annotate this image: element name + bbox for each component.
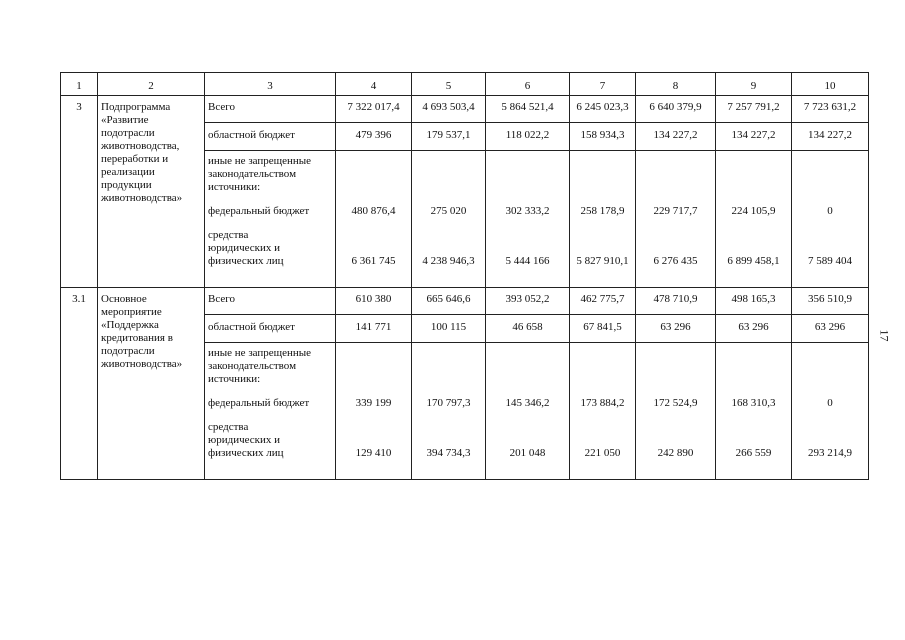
private-value: 6 899 458,1 xyxy=(727,255,780,267)
spacer xyxy=(489,347,566,397)
spacer xyxy=(489,155,566,205)
private-value: 6 361 745 xyxy=(351,255,396,267)
header-cell: 5 xyxy=(412,73,486,96)
federal-label: федеральный бюджет xyxy=(208,397,310,409)
private-value: 7 589 404 xyxy=(808,255,852,267)
budget-table xyxy=(60,72,869,480)
value-cell xyxy=(636,343,716,480)
spacer xyxy=(573,155,632,205)
header-cell: 4 xyxy=(336,73,412,96)
value-cell: 498 165,3 xyxy=(716,288,792,315)
other-sources-label: иные не запрещенные законодательством источники: xyxy=(208,347,312,385)
value-cell: 393 052,2 xyxy=(486,288,570,315)
value-cell xyxy=(412,343,486,480)
value-cell: 6 640 379,9 xyxy=(636,96,716,123)
value-cell: 665 646,6 xyxy=(412,288,486,315)
value-cell: 7 322 017,4 xyxy=(336,96,412,123)
spacer xyxy=(719,155,788,205)
federal-value: 0 xyxy=(827,205,833,217)
value-cell: 63 296 xyxy=(792,315,869,343)
section-title: Основное мероприятие «Поддержка кредитования в подотрасли животноводства» xyxy=(98,288,205,480)
federal-value: 275 020 xyxy=(430,205,467,217)
value-cell xyxy=(716,151,792,288)
spacer xyxy=(795,155,865,205)
value-cell: 179 537,1 xyxy=(412,123,486,151)
federal-label: федеральный бюджет xyxy=(208,205,310,217)
other-sources-label: иные не запрещенные законодательством источники: xyxy=(208,155,312,193)
spacer xyxy=(573,347,632,397)
value-cell: 134 227,2 xyxy=(636,123,716,151)
value-cell xyxy=(486,343,570,480)
page-number: 17 xyxy=(877,329,892,342)
federal-value: 172 524,9 xyxy=(653,397,698,409)
spacer xyxy=(719,347,788,397)
federal-value: 229 717,7 xyxy=(653,205,698,217)
private-value: 221 050 xyxy=(584,447,621,459)
multi-label-cell xyxy=(205,151,336,288)
private-value: 5 444 166 xyxy=(505,255,550,267)
header-cell: 9 xyxy=(716,73,792,96)
multi-label-cell xyxy=(205,343,336,480)
value-cell xyxy=(336,343,412,480)
header-cell: 7 xyxy=(570,73,636,96)
header-cell: 8 xyxy=(636,73,716,96)
spacer xyxy=(795,347,865,397)
spacer xyxy=(415,347,482,397)
private-value: 293 214,9 xyxy=(808,447,852,459)
private-value: 4 238 946,3 xyxy=(422,255,475,267)
private-value: 6 276 435 xyxy=(653,255,698,267)
value-cell xyxy=(412,151,486,288)
federal-value: 170 797,3 xyxy=(426,397,471,409)
federal-value: 173 884,2 xyxy=(580,397,625,409)
value-cell: 141 771 xyxy=(336,315,412,343)
federal-value: 168 310,3 xyxy=(731,397,776,409)
value-cell xyxy=(792,151,869,288)
row-label: Всего xyxy=(205,288,336,315)
section-code: 3.1 xyxy=(61,288,98,480)
value-cell: 7 257 791,2 xyxy=(716,96,792,123)
value-cell xyxy=(716,343,792,480)
value-cell: 46 658 xyxy=(486,315,570,343)
value-cell: 478 710,9 xyxy=(636,288,716,315)
private-label: средства юридических и физических лиц xyxy=(208,421,284,459)
spacer xyxy=(639,155,712,205)
value-cell xyxy=(336,151,412,288)
value-cell: 6 245 023,3 xyxy=(570,96,636,123)
header-cell: 1 xyxy=(61,73,98,96)
value-cell: 134 227,2 xyxy=(792,123,869,151)
federal-value: 302 333,2 xyxy=(505,205,550,217)
value-cell: 63 296 xyxy=(716,315,792,343)
spacer xyxy=(339,155,408,205)
table-row xyxy=(61,96,869,123)
federal-value: 224 105,9 xyxy=(731,205,776,217)
value-cell xyxy=(570,151,636,288)
private-label: средства юридических и физических лиц xyxy=(208,229,284,267)
value-cell: 462 775,7 xyxy=(570,288,636,315)
value-cell: 67 841,5 xyxy=(570,315,636,343)
value-cell: 5 864 521,4 xyxy=(486,96,570,123)
private-value: 266 559 xyxy=(735,447,772,459)
private-value: 129 410 xyxy=(355,447,392,459)
value-cell: 100 115 xyxy=(412,315,486,343)
private-value: 394 734,3 xyxy=(426,447,471,459)
table-row xyxy=(61,288,869,315)
private-value: 242 890 xyxy=(657,447,694,459)
value-cell: 134 227,2 xyxy=(716,123,792,151)
header-cell: 2 xyxy=(98,73,205,96)
value-cell: 158 934,3 xyxy=(570,123,636,151)
private-value: 5 827 910,1 xyxy=(576,255,629,267)
section-title: Подпрограмма «Развитие подотрасли животноводства, переработки и реализации продукции животноводства» xyxy=(98,96,205,288)
row-label: областной бюджет xyxy=(205,315,336,343)
header-cell: 10 xyxy=(792,73,869,96)
value-cell: 118 022,2 xyxy=(486,123,570,151)
section-code: 3 xyxy=(61,96,98,288)
federal-value: 145 346,2 xyxy=(505,397,550,409)
value-cell xyxy=(792,343,869,480)
federal-value: 339 199 xyxy=(355,397,392,409)
value-cell: 610 380 xyxy=(336,288,412,315)
federal-value: 0 xyxy=(827,397,833,409)
value-cell xyxy=(570,343,636,480)
value-cell xyxy=(636,151,716,288)
value-cell xyxy=(486,151,570,288)
row-label: областной бюджет xyxy=(205,123,336,151)
value-cell: 4 693 503,4 xyxy=(412,96,486,123)
value-cell: 356 510,9 xyxy=(792,288,869,315)
federal-value: 480 876,4 xyxy=(351,205,396,217)
header-cell: 3 xyxy=(205,73,336,96)
federal-value: 258 178,9 xyxy=(580,205,625,217)
header-row xyxy=(61,73,869,96)
private-value: 201 048 xyxy=(509,447,546,459)
spacer xyxy=(415,155,482,205)
value-cell: 63 296 xyxy=(636,315,716,343)
value-cell: 479 396 xyxy=(336,123,412,151)
value-cell: 7 723 631,2 xyxy=(792,96,869,123)
spacer xyxy=(639,347,712,397)
header-cell: 6 xyxy=(486,73,570,96)
spacer xyxy=(339,347,408,397)
row-label: Всего xyxy=(205,96,336,123)
